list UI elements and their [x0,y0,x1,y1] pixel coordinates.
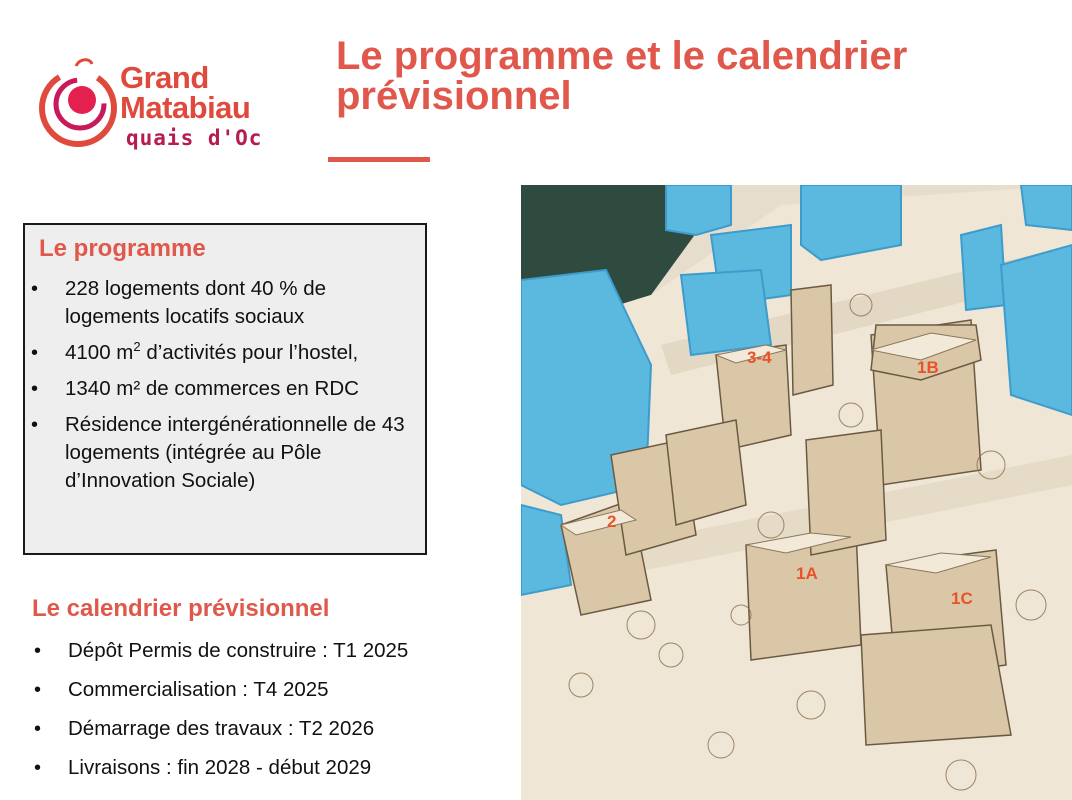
programme-list [25,275,425,503]
programme-box [23,223,427,555]
logo-text-grand: Grand [120,60,209,95]
calendrier-item-text: Démarrage des travaux : T2 2026 [68,717,375,740]
logo-text-matabiau: Matabiau [120,90,251,125]
programme-item-text-post: d’activités pour l’hostel, [140,341,359,364]
programme-heading: Le programme [39,235,206,262]
title-line-2: prévisionnel [336,74,572,118]
list-item [28,715,508,743]
superscript-2: 2 [133,339,141,355]
programme-item-text: Résidence intergénérationnelle de 43 logements (intégrée au Pôle d’Innovation Sociale) [65,413,405,492]
list-item [25,375,425,403]
calendrier-item-text: Commercialisation : T4 2025 [68,678,329,701]
list-item [25,339,425,367]
calendrier-item-text: Livraisons : fin 2028 - début 2029 [68,756,372,779]
logo-mark-icon [36,56,126,166]
building-label-1b: 1B [917,358,939,377]
title-line-1: Le programme et le calendrier [336,34,908,78]
list-item [25,411,425,495]
architectural-model-photo [521,185,1072,800]
list-item [25,275,425,331]
list-item [28,754,508,782]
title-underline [328,157,430,162]
programme-item-text: 1340 m² de commerces en RDC [65,377,359,400]
building-label-2: 2 [607,512,617,531]
building-label-1a: 1A [796,564,818,583]
list-item [28,676,508,704]
building-label-1c: 1C [951,589,973,608]
programme-item-text: 228 logements dont 40 % de logements locatifs sociaux [65,277,326,328]
grand-matabiau-logo [36,56,306,166]
calendrier-item-text: Dépôt Permis de construire : T1 2025 [68,639,409,662]
calendrier-heading: Le calendrier prévisionnel [32,595,330,622]
programme-item-text-pre: 4100 m [65,341,134,364]
calendrier-list [28,637,508,793]
building-label-3-4: 3-4 [747,348,772,367]
list-item [28,637,508,665]
page-title [336,36,1036,116]
logo-text-quais: quais d'Oc [126,126,263,150]
